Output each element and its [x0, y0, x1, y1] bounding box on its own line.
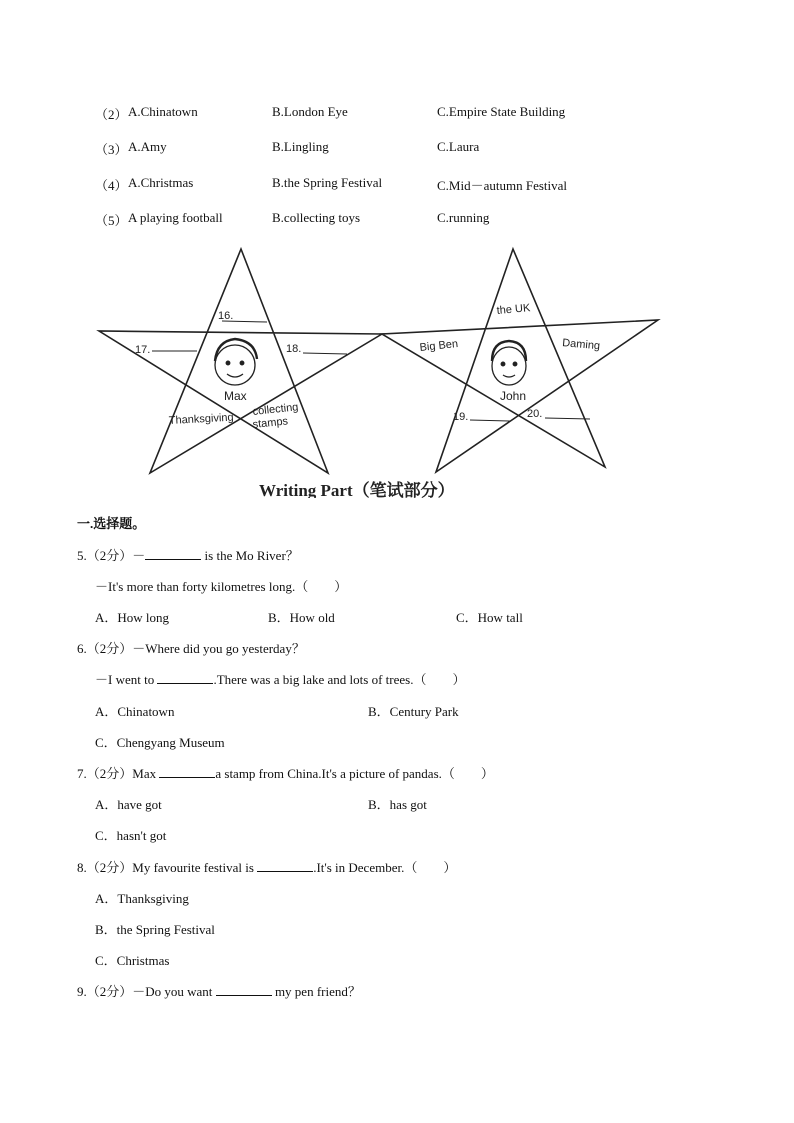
boy-face-icon-max	[215, 339, 257, 385]
option-a: A.Christmas	[128, 175, 194, 190]
option-a: A.Chinatown	[128, 104, 198, 119]
question-number: 7.（2分）	[77, 766, 133, 781]
option-number: （5）	[95, 213, 128, 228]
question-number: 6.（2分）	[77, 641, 133, 656]
question-5-option-a: A．How long	[95, 610, 170, 625]
answer-blank	[257, 859, 313, 872]
star-figure	[95, 243, 665, 498]
question-7-option-c: C．hasn't got	[95, 828, 167, 843]
question-9	[77, 981, 361, 1000]
answer-blank	[157, 671, 213, 684]
blank-20-line	[545, 418, 590, 419]
the-uk-label: the UK	[496, 302, 531, 317]
stamps-label: stamps	[252, 415, 289, 431]
right-star-outline	[382, 249, 658, 472]
option-a: A playing football	[128, 210, 223, 225]
question-6-option-c: C．Chengyang Museum	[95, 735, 225, 750]
daming-label: Daming	[561, 337, 601, 353]
question-8-option-b: B．the Spring Festival	[95, 922, 215, 937]
question-8	[77, 857, 456, 876]
question-7-option-b: B．has got	[368, 797, 427, 812]
question-5-option-b: B．How old	[268, 610, 335, 625]
blank-20-label: 20.	[527, 408, 543, 420]
question-6-option-b: B．Century Park	[368, 704, 459, 719]
question-text-post: is the Mo River？	[201, 548, 299, 563]
option-number: （3）	[95, 142, 128, 157]
question-text-pre: －	[132, 548, 146, 563]
question-text-post: .It's in December.（ ）	[313, 860, 457, 875]
answer-blank	[145, 547, 201, 560]
boy-face-icon-john	[492, 341, 526, 385]
question-text-pre: －Do you want	[132, 984, 216, 999]
question-5-line-2: －It's more than forty kilometres long.（ ）	[95, 579, 348, 594]
question-text-post: .There was a big lake and lots of trees.（ ）	[213, 672, 466, 687]
max-name-label: Max	[224, 389, 247, 403]
question-5	[77, 545, 299, 564]
option-c: C.Mid－autumn Festival	[437, 178, 568, 193]
blank-17-label: 17.	[135, 344, 151, 356]
question-text-post: a stamp from China.It's a picture of pandas.（ ）	[215, 766, 494, 781]
section-title: 一.选择题。	[77, 516, 146, 531]
answer-blank	[216, 983, 272, 996]
option-b: B.London Eye	[272, 104, 348, 119]
thanksgiving-label: Thanksgiving	[168, 411, 234, 427]
option-b: B.Lingling	[272, 139, 329, 154]
star-figure-svg	[95, 243, 665, 498]
left-star-outline	[99, 249, 382, 473]
question-number: 5.（2分）	[77, 548, 133, 563]
blank-19-label: 19.	[453, 411, 469, 423]
question-number: 9.（2分）	[77, 984, 133, 999]
option-a: A.Amy	[128, 139, 167, 154]
blank-18-line	[303, 353, 347, 354]
big-ben-label: Big Ben	[419, 338, 459, 354]
blank-16-label: 16.	[218, 310, 234, 322]
option-number: （4）	[95, 178, 128, 193]
question-text-post: my pen friend？	[271, 984, 361, 999]
question-6-line-2	[95, 669, 465, 688]
question-8-option-c: C．Christmas	[95, 953, 170, 968]
question-7	[77, 763, 494, 782]
writing-part-caption: Writing Part（笔试部分）	[259, 481, 455, 498]
answer-blank	[159, 765, 215, 778]
question-5-option-c: C．How tall	[456, 610, 523, 625]
option-c: C.Empire State Building	[437, 104, 566, 119]
blank-19-line	[470, 420, 510, 421]
question-text-pre: Max	[132, 766, 160, 781]
collecting-label: collecting	[252, 401, 299, 418]
question-8-option-a: A．Thanksgiving	[95, 891, 189, 906]
question-6	[77, 638, 305, 657]
question-number: 8.（2分）	[77, 860, 133, 875]
john-name-label: John	[500, 389, 527, 403]
question-6-option-a: A．Chinatown	[95, 704, 175, 719]
blank-18-label: 18.	[286, 343, 302, 355]
option-b: B.collecting toys	[272, 210, 361, 225]
question-text-pre: －I went to	[95, 672, 158, 687]
option-number: （2）	[95, 107, 128, 122]
question-7-option-a: A．have got	[95, 797, 162, 812]
option-b: B.the Spring Festival	[272, 175, 383, 190]
question-text: －Where did you go yesterday？	[132, 641, 305, 656]
question-text-pre: My favourite festival is	[132, 860, 258, 875]
option-c: C.running	[437, 210, 490, 225]
option-c: C.Laura	[437, 139, 480, 154]
